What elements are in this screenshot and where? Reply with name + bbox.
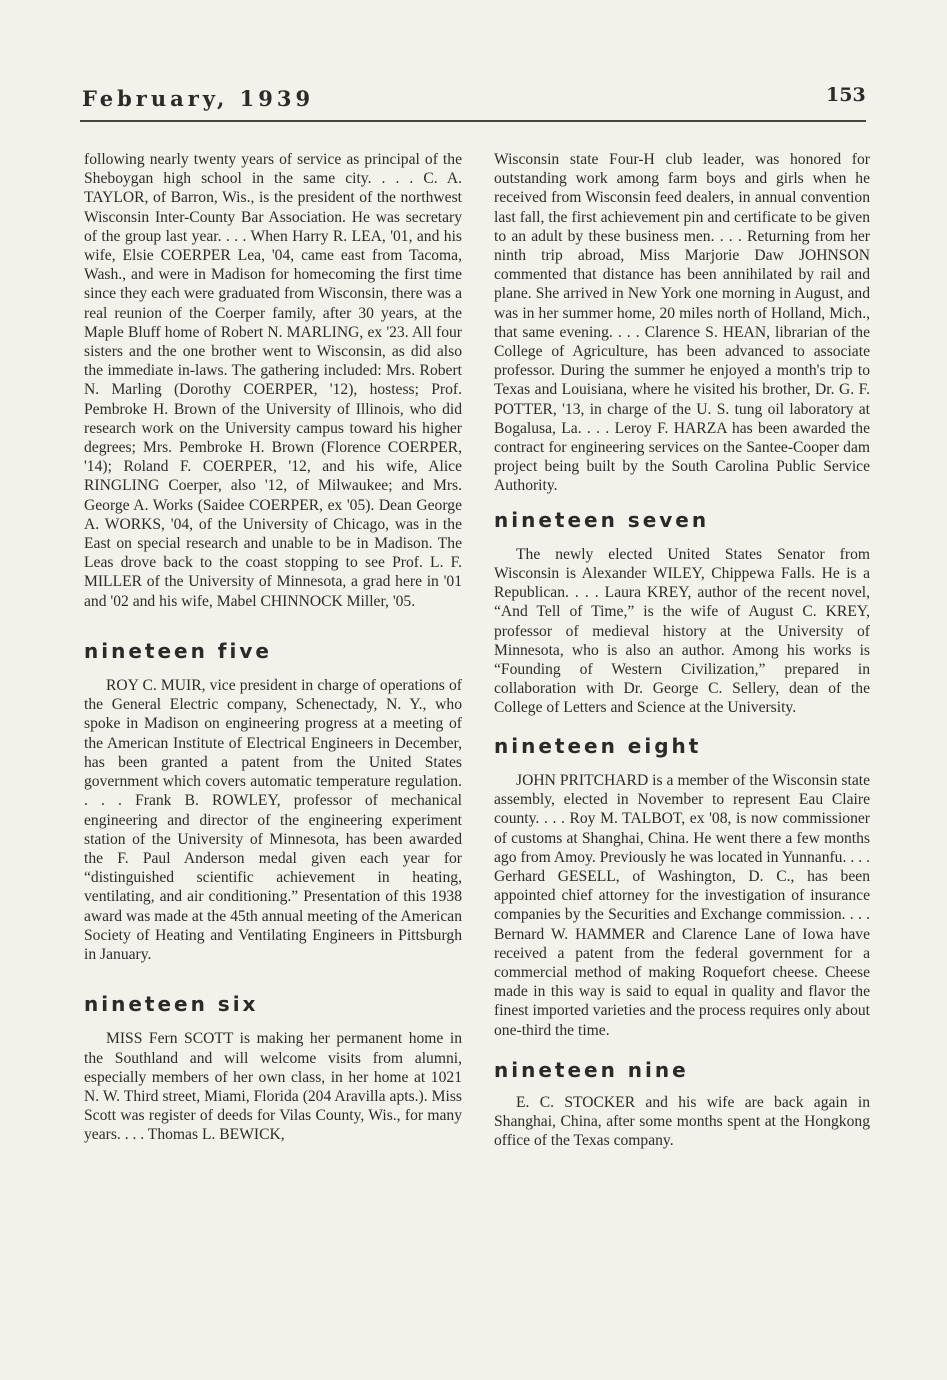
left-column bbox=[84, 150, 462, 1145]
section-heading-1907: nineteen seven bbox=[494, 507, 710, 532]
section-heading-1908: nineteen eight bbox=[494, 733, 702, 758]
continued-paragraph: following nearly twenty years of service as principal of the Sheboygan high school in the same city. . . . C. A. TAYLOR, of Barron, Wis., is the president of the northwest Wisconsin Inter-County Bar Association. He was secretary of the group last year. . . . When Harry R. LEA, '01, and his wife, Elsie COERPER Lea, '04, came east from Tacoma, Wash., and were in Madison for homecoming the first time since they each were graduated from Wisconsin, there was a real reunion of the Coerper family, after 30 years, at the Maple Bluff home of Robert N. MARLING, ex '23. All four sisters and the one brother went to Wisconsin, as did also the immediate in-laws. The gathering included: Mrs. Robert N. Marling (Dorothy COERPER, '12), hostess; Prof. Pembroke H. Brown of the University of Illinois, who did research work on the University campus toward his higher degrees; Mrs. Pembroke H. Brown (Florence COERPER, '14); Roland F. COERPER, '12, and his wife, Alice RINGLING Coerper, also '12, of Milwaukee; and Mrs. George A. Works (Saidee COERPER, ex '05). Dean George A. WORKS, '04, of the University of Chicago, was in the East on special research and unable to be in Madison. The Leas drove back to the coast stopping to see Prof. L. F. MILLER of the University of Minnesota, a grad here in '01 and '02 and his wife, Mabel CHINNOCK Miller, '05. bbox=[84, 151, 462, 610]
section-body-1908: JOHN PRITCHARD is a member of the Wisconsin state assembly, elected in November to represent Eau Claire county. . . . Roy M. TALBOT, ex '08, is now commissioner of customs at Shanghai, China. He went there a few months ago from Amoy. Previously he was located in Yunnanfu. . . . Gerhard GESELL, of Washington, D. C., has been appointed chief attorney for the investigation of insurance companies by the Securities and Exchange commission. . . . Bernard W. HAMMER and Clarence Lane of Iowa have received a patent from the federal government for a commercial method of making Roquefort cheese. Cheese made in this way is said to equal in quality and flavor the finest imported varieties and the process requires only about one-third the time. bbox=[494, 771, 870, 1039]
section-body-1907: The newly elected United States Senator from Wisconsin is Alexander WILEY, Chippewa Falls. He is a Republican. . . . Laura KREY, author of the recent novel, “And Tell of Time,” is the wife of August C. KREY, professor of medieval history at the University of Minnesota, who is also an author. Among his works is “Founding of Western Civilization,” prepared in collaboration with Dr. George C. Sellery, dean of the College of Letters and Science at the University. bbox=[494, 545, 870, 717]
section-heading-1909: nineteen nine bbox=[494, 1057, 689, 1082]
continued-paragraph: Wisconsin state Four-H club leader, was honored for outstanding work among farm boys and girls when he received from Wisconsin feed dealers, in annual convention last fall, the first achievement pin and certificate to be given to an adult by these business men. . . . Returning from her ninth trip abroad, Miss Marjorie Daw JOHNSON commented that distance has been annihilated by rail and plane. She arrived in New York one morning in August, and was in her summer home, 20 miles north of Holland, Mich., that same evening. . . . Clarence S. HEAN, librarian of the College of Agriculture, has been advanced to associate professor. During the summer he enjoyed a month's trip to Texas and Louisiana, where he visited his brother, Dr. G. F. POTTER, '13, in charge of the U. S. tung oil laboratory at Bogalusa, La. . . . Leroy F. HARZA has been awarded the contract for engineering services on the Santee-Cooper dam project being built by the South Carolina Public Service Authority. bbox=[494, 151, 870, 495]
right-column bbox=[494, 150, 870, 1151]
section-body-1905: ROY C. MUIR, vice president in charge of operations of the General Electric company, Schenectady, N. Y., who spoke in Madison on engineering progress at a meeting of the American Institute of Electrical Engineers in December, has been granted a patent from the United States government which covers automatic temperature regulation. . . . Frank B. ROWLEY, professor of mechanical engineering and director of the engineering experiment station of the University of Minnesota, has been awarded the F. Paul Anderson medal given each year for “distinguished scientific achievement in heating, ventilating, and air conditioning.” Presentation of this 1938 award was made at the 45th annual meeting of the American Society of Heating and Ventilating Engineers in Pittsburgh in January. bbox=[84, 677, 462, 963]
section-body-1909: E. C. STOCKER and his wife are back again in Shanghai, China, after some months spent at the Hongkong office of the Texas company. bbox=[494, 1093, 870, 1150]
section-heading-1905: nineteen five bbox=[84, 638, 272, 663]
page-header-date: February, 1939 bbox=[82, 86, 315, 111]
section-body-1906: MISS Fern SCOTT is making her permanent home in the Southland and will welcome visits from alumni, especially members of her own class, in her home at 1021 N. W. Third street, Miami, Florida (204 Aravilla apts.). Miss Scott was register of deeds for Vilas County, Wis., for many years. . . . Thomas L. BEWICK, bbox=[84, 1030, 462, 1144]
section-heading-1906: nineteen six bbox=[84, 992, 259, 1017]
header-rule bbox=[80, 120, 866, 122]
page-number: 153 bbox=[826, 84, 866, 106]
